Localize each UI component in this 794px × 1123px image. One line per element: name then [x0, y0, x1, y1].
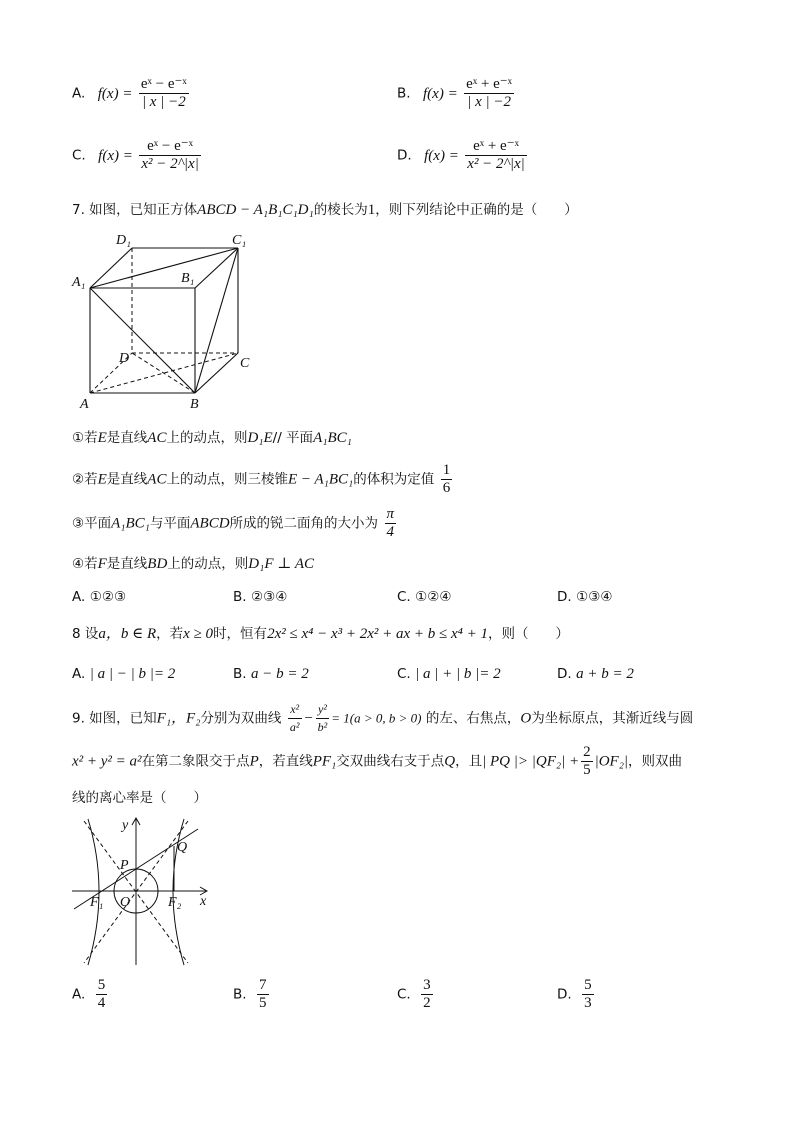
- stem-text: ，则双曲: [628, 753, 683, 770]
- statement-text: 上的动点，则: [167, 556, 249, 572]
- q8-choice-a: [72, 666, 175, 683]
- q6-option-d: [397, 138, 529, 173]
- numerator: eˣ + e⁻ˣ: [465, 138, 527, 156]
- choice-label: C.: [397, 589, 411, 605]
- fraction: [257, 977, 269, 1012]
- choice-label: C.: [397, 986, 411, 1003]
- stem-math: 2x² ≤ x⁴ − x³ + 2x² + ax + b ≤ x⁴ + 1: [267, 626, 489, 642]
- stem-text: 9. 如图，已知: [72, 710, 157, 727]
- denominator: | x | −2: [467, 94, 511, 110]
- q8-choice-b: [233, 666, 309, 683]
- fraction: [385, 506, 397, 541]
- denominator: 2: [423, 995, 431, 1011]
- numerator: 7: [259, 977, 267, 993]
- choice-text: ①②③: [89, 589, 127, 605]
- q7-choice-d: [557, 589, 612, 605]
- numerator: y²: [316, 701, 330, 719]
- stem-math: a，b ∈ R: [98, 626, 157, 642]
- stem-text: 7. 如图，已知正方体: [72, 202, 198, 218]
- label-q: Q: [177, 840, 188, 855]
- numerator: eˣ − e⁻ˣ: [140, 76, 187, 92]
- statement-text: 与平面: [149, 515, 191, 532]
- stem-math: |OF₂|: [594, 753, 629, 770]
- denominator: 3: [584, 995, 592, 1011]
- stem-math: | PQ |> |QF₂| +: [482, 753, 580, 770]
- fraction: [139, 76, 189, 111]
- fraction: [421, 977, 433, 1012]
- stem-number: 1: [367, 202, 376, 218]
- choice-label: B.: [233, 589, 247, 605]
- stem-text: ，若: [156, 626, 184, 642]
- denominator: 5: [583, 762, 591, 778]
- fraction: [441, 462, 453, 497]
- stem-math: Q: [444, 753, 456, 770]
- statement-text: ②若: [72, 471, 98, 488]
- statement-math: D₁F ⊥ AC: [248, 556, 314, 572]
- denominator: | x | −2: [141, 94, 186, 110]
- function-lhs: f(x) =: [424, 147, 459, 164]
- stem-math: PF₁: [312, 753, 337, 770]
- stem-text: ，则（ ）: [488, 626, 570, 642]
- numerator: 2: [583, 744, 591, 760]
- choice-label: A.: [72, 666, 86, 682]
- q6-option-c: [72, 138, 203, 173]
- numerator: π: [386, 506, 395, 522]
- statement-math: AC: [147, 471, 167, 488]
- q7-choice-b: [233, 589, 287, 605]
- statement-math: E: [97, 471, 107, 488]
- stem-math: F₁，F₂: [156, 710, 201, 727]
- fraction: [464, 76, 514, 111]
- statement-text: 所成的锐二面角的大小为: [229, 515, 379, 532]
- statement-math: A₁BC₁: [313, 430, 352, 446]
- statement-math: F: [97, 556, 107, 572]
- q9-choice-a: [72, 977, 109, 1012]
- denominator: 4: [386, 524, 394, 540]
- statement-text: 是直线: [106, 556, 148, 572]
- statement-text: 上的动点，则: [166, 430, 248, 446]
- q7-statement-1: [72, 426, 352, 447]
- q9-stem-line-2: [72, 744, 682, 779]
- numerator: 1: [442, 462, 451, 478]
- q7-statement-4: [72, 552, 314, 573]
- fraction: [582, 977, 594, 1012]
- stem-text: 在第二象限交于点: [141, 753, 250, 770]
- label-a1: A₁: [72, 275, 86, 290]
- choice-text: ②③④: [251, 589, 288, 605]
- option-label: B.: [397, 85, 411, 102]
- denominator: x² − 2^|x|: [141, 156, 199, 172]
- denominator: b²: [317, 720, 328, 734]
- label-c: C: [240, 356, 250, 371]
- choice-label: B.: [233, 666, 247, 682]
- diag-a1-b: [90, 288, 195, 393]
- statement-text: 的体积为定值: [353, 471, 435, 488]
- option-label: D.: [397, 147, 412, 164]
- option-label: A.: [72, 85, 86, 102]
- choice-label: A.: [72, 589, 86, 605]
- function-lhs: f(x) =: [423, 85, 458, 102]
- q8-choice-c: [397, 666, 501, 683]
- statement-math: D₁E: [247, 430, 273, 446]
- label-f2: F₂: [168, 895, 182, 910]
- denominator: x² − 2^|x|: [467, 156, 525, 172]
- label-y: y: [122, 818, 129, 833]
- fraction: [288, 701, 302, 736]
- choice-math: a − b = 2: [251, 666, 309, 682]
- hyperbola-left-branch: [88, 819, 99, 965]
- q7-choice-a: [72, 589, 126, 605]
- hyperbola-figure: [70, 815, 220, 970]
- statement-text: // 平面: [272, 430, 314, 446]
- hidden-diag-b-d: [132, 353, 195, 393]
- fraction: [139, 138, 201, 173]
- label-a: A: [80, 397, 89, 412]
- choice-label: D.: [557, 589, 572, 605]
- stem-math: P: [249, 753, 259, 770]
- numerator: 5: [584, 977, 592, 993]
- label-x: x: [200, 894, 207, 909]
- denominator: 5: [259, 995, 267, 1011]
- choice-text: ①③④: [576, 589, 613, 605]
- stem-text: 为坐标原点，其渐近线与圆: [531, 710, 694, 727]
- choice-label: D.: [557, 986, 572, 1003]
- stem-math: = 1(a > 0, b > 0): [331, 710, 422, 726]
- numerator: 3: [423, 977, 431, 993]
- stem-text: 的左、右焦点，: [425, 710, 521, 727]
- q6-option-a: [72, 76, 191, 111]
- stem-text: 分别为双曲线: [200, 710, 282, 727]
- q6-option-b: [397, 76, 516, 111]
- label-p: P: [120, 858, 129, 873]
- denominator: a²: [289, 720, 300, 734]
- q9-stem-line-1: 9. 如图，已知F₁，F₂分别为双曲线 $\frac{\text{x²}}{\text{a²}}$ − $\frac{\text{y²}}{\text{b²}}$ = 1(a > 0, b > 0) 的左、右焦点，O为坐标原点，其渐近线与圆: [72, 702, 694, 734]
- choice-math: | a | − | b |= 2: [89, 666, 176, 682]
- numerator: eˣ − e⁻ˣ: [139, 138, 201, 156]
- choice-label: B.: [233, 986, 247, 1003]
- stem-text: 时，恒有: [213, 626, 268, 642]
- choice-label: A.: [72, 986, 86, 1003]
- statement-text: 是直线: [106, 471, 148, 488]
- choice-math: a + b = 2: [576, 666, 634, 682]
- numerator: 5: [97, 977, 106, 993]
- fraction: [465, 138, 527, 173]
- choice-math: | a | + | b |= 2: [415, 666, 501, 682]
- q9-stem-line-3: [72, 786, 207, 806]
- numerator: eˣ + e⁻ˣ: [466, 76, 513, 92]
- statement-text: ④若: [72, 556, 98, 572]
- q7-stem: [72, 198, 578, 219]
- option-label: C.: [72, 147, 86, 164]
- label-f1: F₁: [90, 895, 104, 910]
- stem-text: 8 设: [72, 626, 99, 642]
- label-b: B: [190, 397, 199, 412]
- stem-text: ，则下列结论中正确的是（ ）: [375, 202, 578, 218]
- stem-text: ，且: [455, 753, 483, 770]
- cube-figure: [70, 228, 330, 418]
- q7-choice-c: [397, 589, 451, 605]
- fraction: [316, 701, 330, 736]
- diag-b-c1: [195, 248, 238, 393]
- statement-math: E − A₁BC₁: [287, 471, 354, 488]
- stem-math: O: [520, 710, 532, 727]
- stem-math: ABCD − A₁B₁C₁D₁: [197, 202, 314, 218]
- stem-text: 交双曲线右支于点: [336, 753, 445, 770]
- numerator: x²: [288, 701, 302, 719]
- stem-math: x ≥ 0: [183, 626, 214, 642]
- statement-text: 是直线: [106, 430, 148, 446]
- label-d: D: [119, 351, 130, 366]
- function-lhs: f(x) =: [98, 147, 133, 164]
- stem-text: 线的离心率是（ ）: [72, 790, 207, 806]
- fraction: [96, 977, 108, 1012]
- label-c1: C₁: [232, 233, 247, 248]
- denominator: 6: [442, 480, 451, 496]
- stem-text: ，若直线: [258, 753, 313, 770]
- q8-stem: [72, 622, 569, 643]
- denominator: 4: [97, 995, 106, 1011]
- q9-choice-d: [557, 977, 596, 1012]
- q8-choice-d: [557, 666, 634, 683]
- statement-math: ABCD: [190, 515, 230, 532]
- choice-label: C.: [397, 666, 411, 682]
- statement-math: AC: [147, 430, 167, 446]
- choice-label: D.: [557, 666, 572, 682]
- fraction: [581, 744, 593, 779]
- statement-text: ①若: [72, 430, 98, 446]
- statement-text: ③平面: [72, 515, 112, 532]
- statement-math: A₁BC₁: [111, 515, 150, 532]
- statement-text: 上的动点，则三棱锥: [166, 471, 288, 488]
- stem-math: x² + y² = a²: [72, 753, 142, 770]
- statement-math: BD: [147, 556, 168, 572]
- q7-statement-2: [72, 462, 454, 497]
- label-o: O: [120, 895, 131, 910]
- q9-choice-c: [397, 977, 435, 1012]
- choice-text: ①②④: [415, 589, 452, 605]
- label-b1: B₁: [181, 271, 195, 286]
- q7-statement-3: [72, 506, 398, 541]
- function-lhs: f(x) =: [97, 85, 133, 102]
- q9-choice-b: [233, 977, 271, 1012]
- stem-text: 的棱长为: [313, 202, 368, 218]
- statement-math: E: [97, 430, 107, 446]
- label-d1: D₁: [116, 233, 131, 248]
